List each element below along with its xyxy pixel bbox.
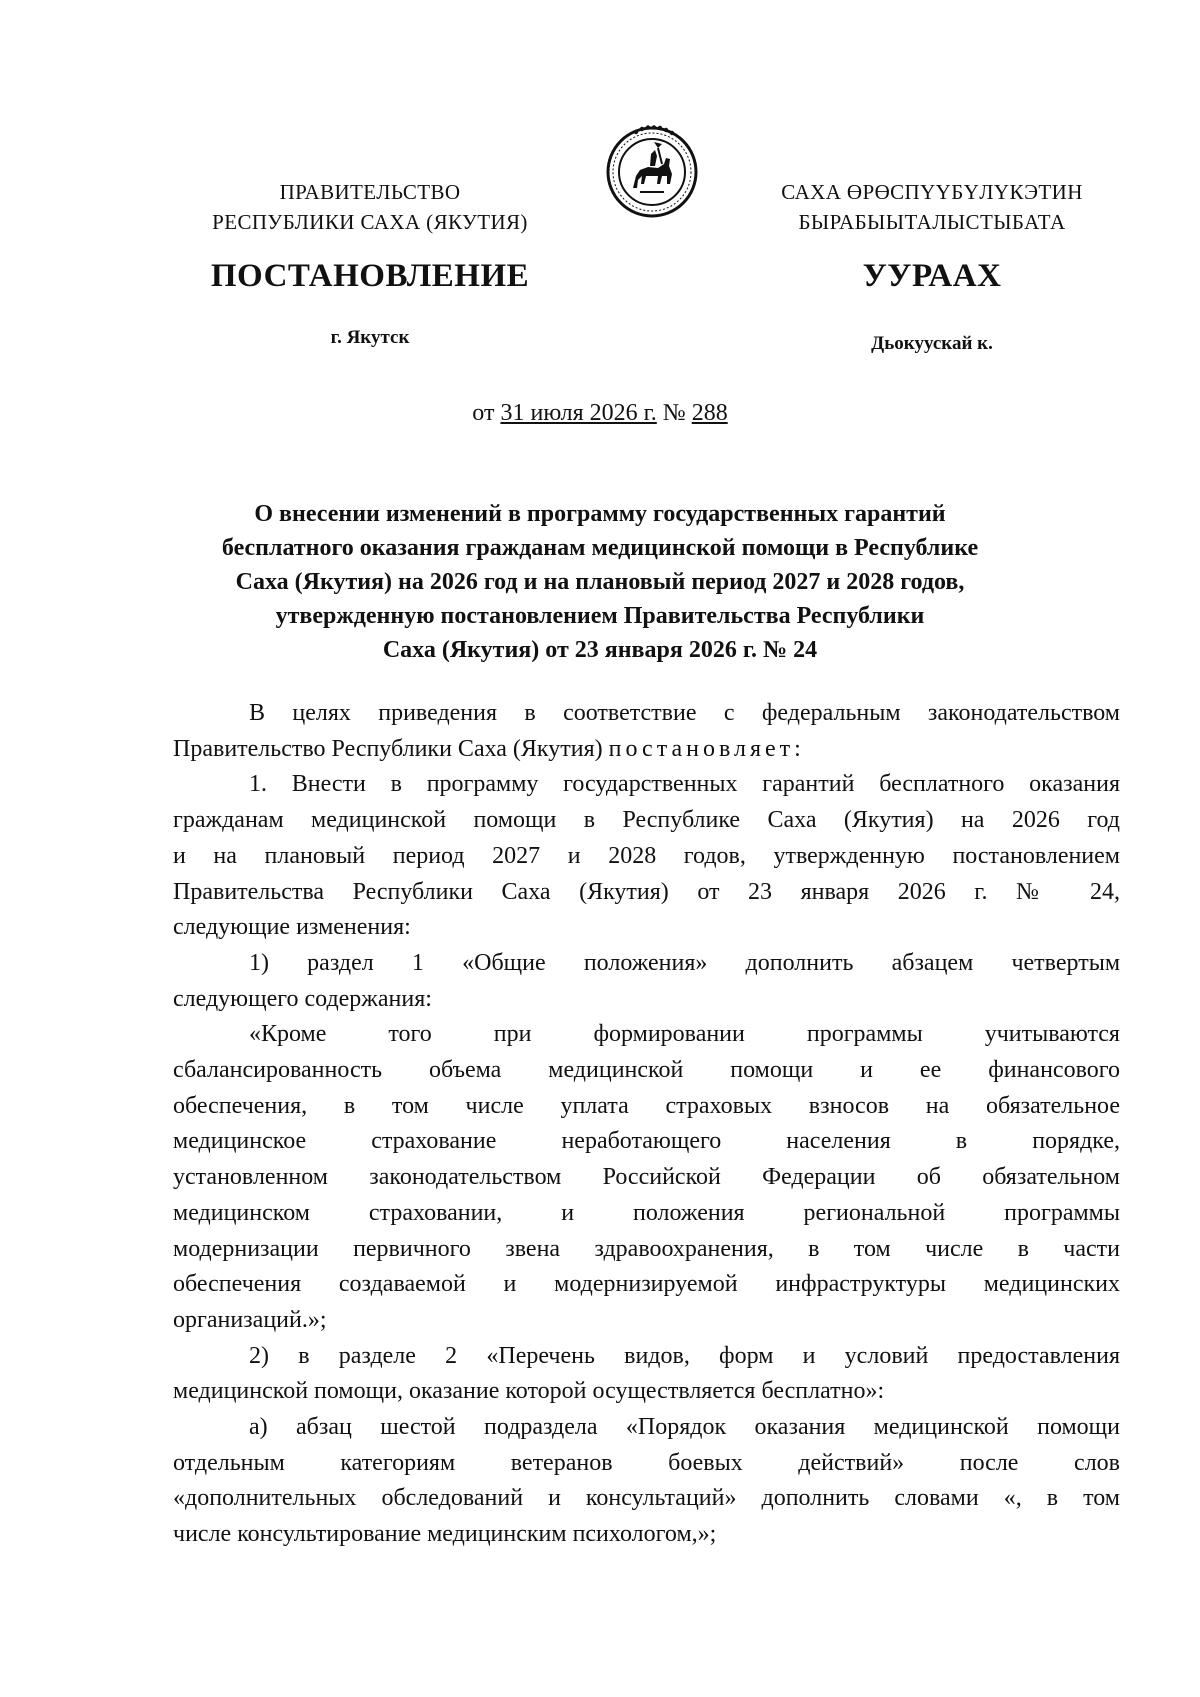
date-prefix: от <box>472 400 495 426</box>
body-line: Правительства Республики Саха (Якутия) от 23 января 2026 г. № 24, <box>173 878 1120 905</box>
body-line: 1. Внести в программу государственных гарантий бесплатного оказания <box>249 771 1120 798</box>
body-line: медицинском страховании, и положения региональной программы <box>173 1199 1120 1226</box>
government-name-russian <box>180 177 560 237</box>
body-line: отдельным категориям ветеранов боевых действий» после слов <box>173 1449 1120 1476</box>
body-line: следующие изменения: <box>173 914 411 941</box>
body-line: а) абзац шестой подраздела «Порядок оказания медицинской помощи <box>249 1414 1120 1441</box>
document-date: 31 июля 2026 г. <box>500 400 657 426</box>
government-name-line1: ПРАВИТЕЛЬСТВО <box>279 180 461 204</box>
city-russian: г. Якутск <box>330 327 410 348</box>
document-number: 288 <box>691 400 728 426</box>
coat-of-arms-icon <box>600 118 704 222</box>
government-name-line2: РЕСПУБЛИКИ САХА (ЯКУТИЯ) <box>212 210 528 234</box>
document-type-russian: ПОСТАНОВЛЕНИЕ <box>210 258 530 294</box>
document-title <box>180 497 1020 667</box>
government-name-yakut-line2: БЫРАБЫЫТАЛЫСТЫБАТА <box>798 210 1066 234</box>
body-line: обеспечения создаваемой и модернизируемой инфраструктуры медицинских <box>173 1271 1120 1298</box>
body-line: медицинской помощи, оказание которой осуществляется бесплатно»: <box>173 1378 885 1405</box>
body-line: 2) в разделе 2 «Перечень видов, форм и условий предоставления <box>249 1342 1120 1369</box>
body-line: следующего содержания: <box>173 985 432 1012</box>
quote-word: формировании <box>593 1021 745 1048</box>
body-line: гражданам медицинской помощи в Республике Саха (Якутия) на 2026 год <box>173 807 1120 834</box>
city-yakut: Дьокуускай к. <box>871 333 993 354</box>
body-line: обеспечения, в том числе уплата страховых взносов на обязательное <box>173 1092 1120 1119</box>
body-line: числе консультирование медицинским психологом,»; <box>173 1521 717 1548</box>
body-line: модернизации первичного звена здравоохранения, в том числе в части <box>173 1235 1120 1262</box>
body-line: установленном законодательством Российской Федерации об обязательном <box>173 1164 1120 1191</box>
body-line: медицинское страхование неработающего населения в порядке, <box>173 1128 1120 1155</box>
government-name-yakut <box>742 177 1122 237</box>
body-line: «дополнительных обследований и консультаций» дополнить словами «, в том <box>173 1485 1120 1512</box>
body-line: и на плановый период 2027 и 2028 годов, утвержденную постановлением <box>173 842 1120 869</box>
document-type-yakut: УУРААХ <box>862 258 1002 294</box>
body-line: 1) раздел 1 «Общие положения» дополнить абзацем четвертым <box>249 949 1120 976</box>
body-line: В целях приведения в соответствие с федеральным законодательством <box>249 700 1120 726</box>
date-number-line <box>0 400 1200 427</box>
body-line: организаций.»; <box>173 1306 327 1333</box>
body-line <box>173 1017 1120 1053</box>
title-line: О внесении изменений в программу государственных гарантий <box>254 501 946 527</box>
government-subject: Правительство Республики Саха (Якутия) <box>173 735 603 762</box>
title-line: бесплатного оказания гражданам медицинской помощи в Республике <box>221 535 979 561</box>
quote-word: программы <box>806 1021 923 1048</box>
body-line: сбалансированность объема медицинской помощи и ее финансового <box>173 1057 1120 1084</box>
resolves-word: постановляет: <box>608 735 805 762</box>
government-name-yakut-line1: САХА ӨРӨСПҮҮБҮЛҮКЭТИН <box>781 180 1083 204</box>
title-line: Саха (Якутия) на 2026 год и на плановый период 2027 и 2028 годов, <box>235 569 965 595</box>
quote-word: при <box>493 1021 532 1048</box>
body-line <box>173 732 1120 768</box>
number-sign: № <box>662 400 686 426</box>
quote-word: «Кроме <box>249 1021 327 1048</box>
quote-word: того <box>388 1021 432 1048</box>
document-body <box>173 696 1120 1553</box>
title-line: Саха (Якутия) от 23 января 2026 г. № 24 <box>382 637 818 663</box>
quote-word: учитываются <box>984 1021 1120 1048</box>
title-line: утвержденную постановлением Правительства Республики <box>275 603 925 629</box>
